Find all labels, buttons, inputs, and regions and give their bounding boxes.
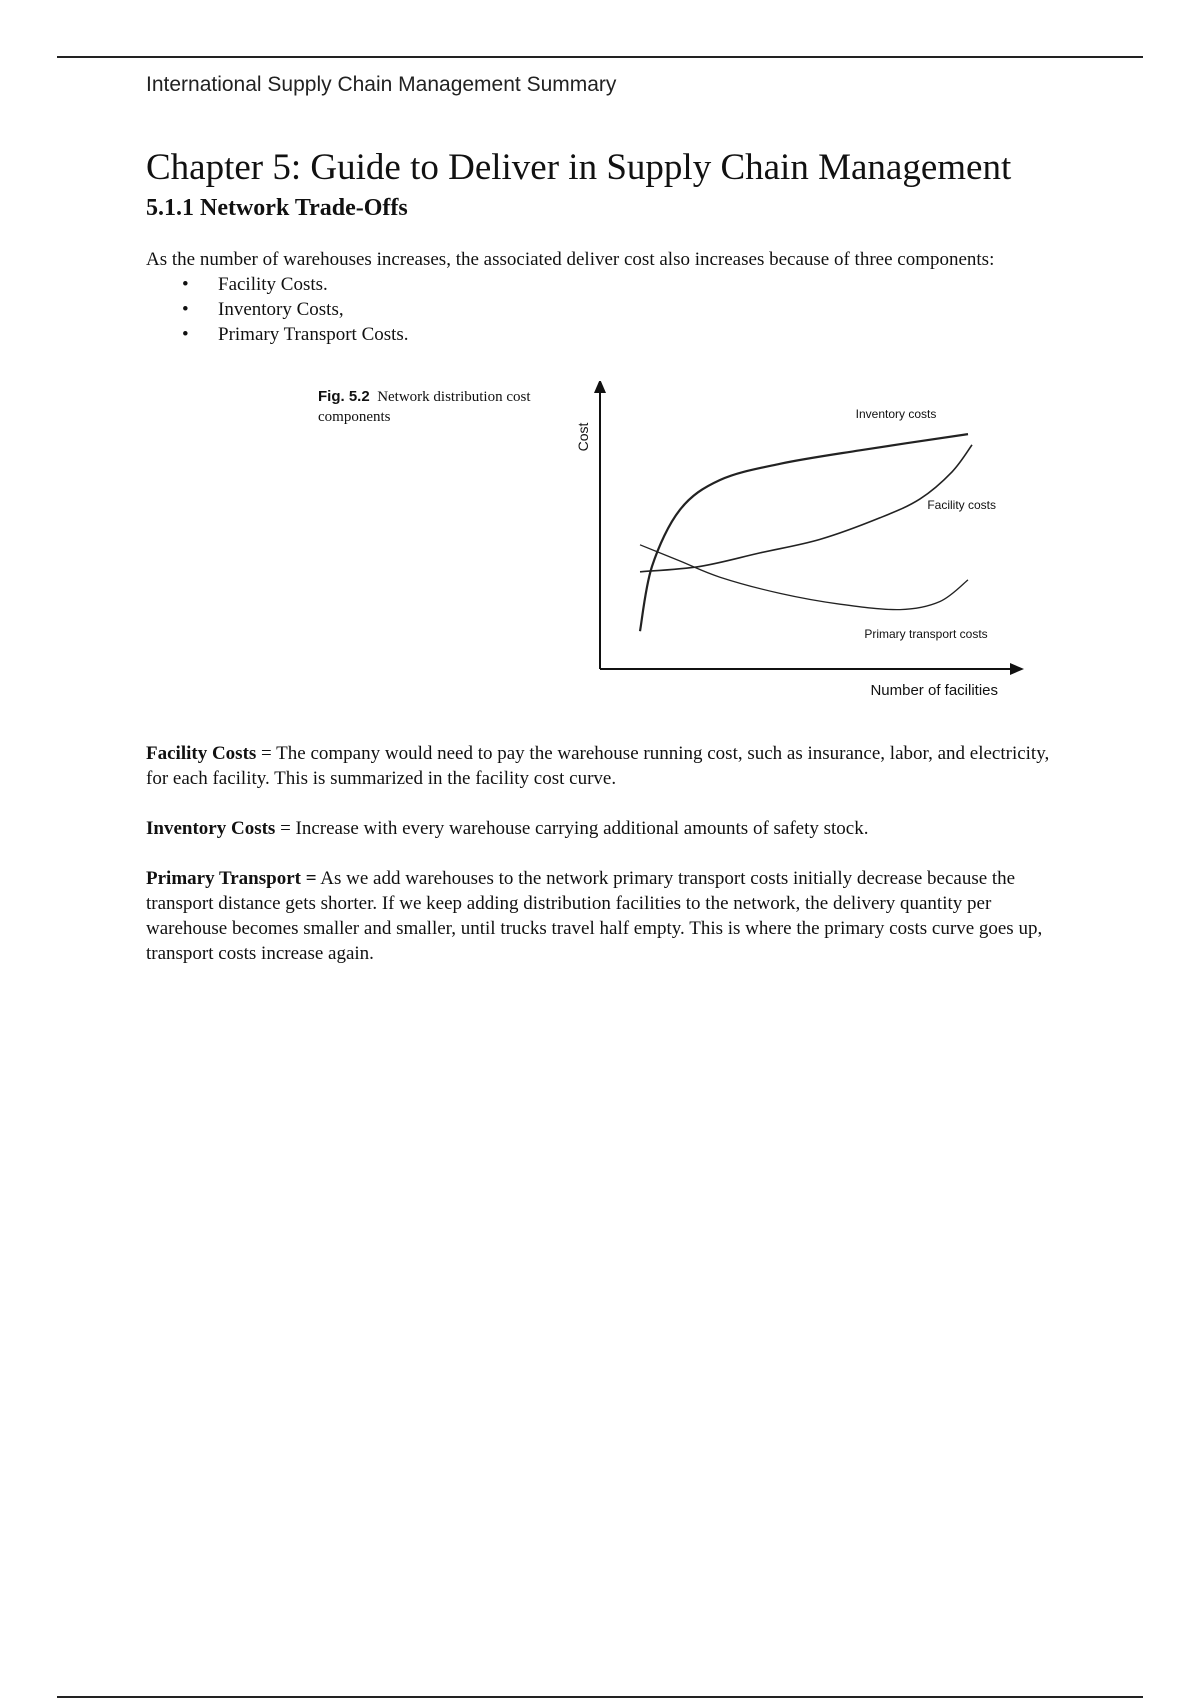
- figure-caption-text: Network distribution cost components: [318, 389, 531, 425]
- definitions: [146, 741, 1066, 966]
- figure-label: Fig. 5.2: [318, 388, 370, 405]
- x-axis-label: Number of facilities: [870, 682, 998, 699]
- definition-facility: [146, 741, 1066, 791]
- document-body: [146, 145, 1066, 991]
- header-rule: [57, 56, 1143, 58]
- running-header: International Supply Chain Management Summary: [146, 73, 617, 96]
- y-axis-arrow-icon: [594, 381, 606, 393]
- list-item-label: Inventory Costs,: [218, 299, 344, 320]
- y-axis-label: Cost: [575, 422, 591, 452]
- network-cost-chart: [146, 381, 1066, 741]
- series-line-inventory-costs: [640, 434, 968, 631]
- chapter-title: Chapter 5: Guide to Deliver in Supply Chain Management: [146, 147, 1012, 188]
- series-label: Primary transport costs: [864, 626, 988, 641]
- components-list: [146, 272, 1066, 347]
- list-item: [182, 272, 1066, 297]
- definition-term: Facility Costs: [146, 743, 257, 764]
- definition-text: = Increase with every warehouse carrying additional amounts of safety stock.: [275, 818, 869, 839]
- definition-transport: [146, 866, 1066, 966]
- bullet-icon: •: [182, 324, 189, 345]
- list-item-label: Facility Costs.: [218, 274, 328, 295]
- intro-paragraph: As the number of warehouses increases, the associated deliver cost also increases because of three components:: [146, 249, 995, 270]
- footer-rule: [57, 1696, 1143, 1698]
- definition-term: Inventory Costs: [146, 818, 276, 839]
- definition-text: = The company would need to pay the warehouse running cost, such as insurance, labor, and electricity, for each facility. This is summarized in the facility cost curve.: [146, 743, 1050, 789]
- series-label: Facility costs: [927, 497, 996, 512]
- list-item: [182, 322, 1066, 347]
- bullet-icon: •: [182, 274, 189, 295]
- series-line-primary-transport-costs: [640, 545, 968, 610]
- definition-inventory: [146, 816, 1066, 841]
- list-item: [182, 297, 1066, 322]
- series-label: Inventory costs: [855, 407, 937, 422]
- series-line-facility-costs: [640, 445, 972, 572]
- bullet-icon: •: [182, 299, 189, 320]
- definition-text: As we add warehouses to the network primary transport costs initially decrease because the transport distance gets shorter. If we keep adding distribution facilities to the network, the delivery quantity per warehouse becomes smaller and smaller, until trucks travel half empty. This is where the primary costs curve goes up, transport costs increase again.: [146, 868, 1043, 964]
- figure-network-costs: [146, 381, 1066, 741]
- section-title: 5.1.1 Network Trade-Offs: [146, 195, 408, 221]
- definition-term: Primary Transport =: [146, 868, 317, 889]
- x-axis-arrow-icon: [1010, 663, 1024, 675]
- list-item-label: Primary Transport Costs.: [218, 324, 409, 345]
